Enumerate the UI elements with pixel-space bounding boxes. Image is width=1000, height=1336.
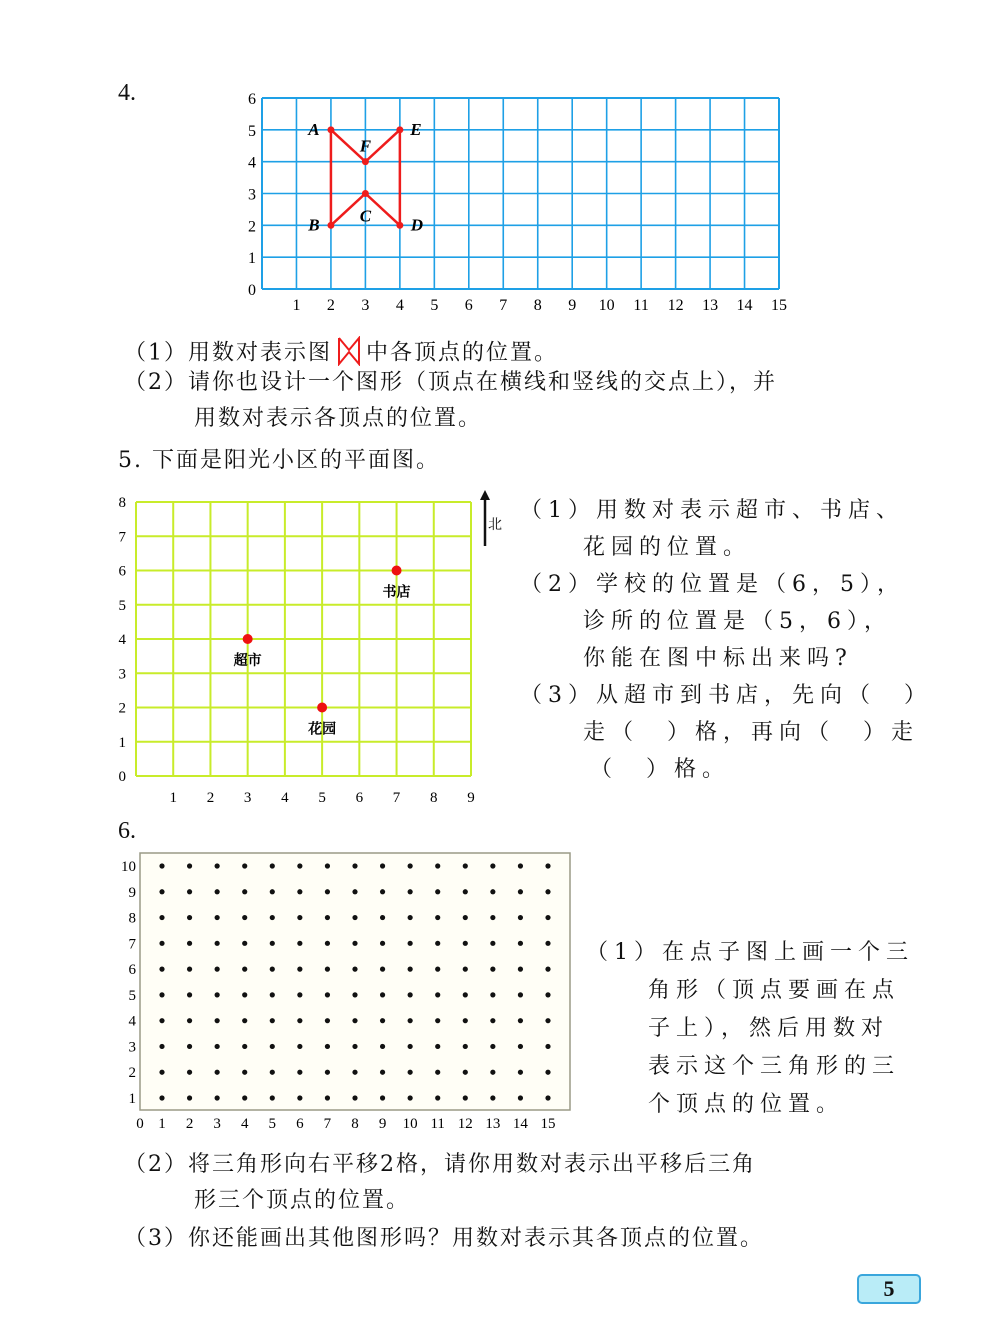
vertex-point-D xyxy=(396,222,403,229)
place-point xyxy=(317,703,327,713)
x-tick-label: 3 xyxy=(213,1116,221,1132)
grid-dot xyxy=(380,889,385,894)
grid-dot xyxy=(215,889,220,894)
page-number-badge: 5 xyxy=(857,1274,921,1304)
grid-dot xyxy=(270,915,275,920)
grid-dot xyxy=(352,992,357,997)
place-point xyxy=(392,566,402,576)
grid-dot xyxy=(380,967,385,972)
x-tick-label: 5 xyxy=(318,790,326,806)
y-tick-label: 10 xyxy=(121,859,136,875)
y-tick-label: 8 xyxy=(128,910,136,927)
grid-dot xyxy=(408,915,413,920)
grid-dot xyxy=(408,889,413,894)
y-tick-label: 6 xyxy=(118,563,126,580)
grid-dot xyxy=(380,863,385,868)
x-tick-label: 14 xyxy=(736,297,753,314)
q4-sub1-prefix: （1）用数对表示图 xyxy=(124,340,332,366)
grid-dot xyxy=(215,992,220,997)
grid-dot xyxy=(352,1095,357,1100)
y-tick-label: 5 xyxy=(118,597,126,614)
grid-dot xyxy=(159,1044,164,1049)
grid-dot xyxy=(352,941,357,946)
grid-dot xyxy=(463,1095,468,1100)
grid-dot xyxy=(518,1018,523,1023)
y-tick-label: 4 xyxy=(248,154,256,172)
vertex-label-C: C xyxy=(359,206,372,226)
grid-dot xyxy=(380,915,385,920)
grid-dot xyxy=(215,1018,220,1023)
grid-dot xyxy=(159,889,164,894)
x-tick-label: 2 xyxy=(206,790,215,806)
x-tick-label: 7 xyxy=(499,297,508,314)
grid-dot xyxy=(325,863,330,868)
y-tick-label: 4 xyxy=(118,632,126,648)
y-tick-label: 3 xyxy=(248,186,256,204)
y-tick-label: 5 xyxy=(128,987,136,1004)
grid-dot xyxy=(463,1044,468,1049)
x-tick-label: 13 xyxy=(702,297,719,314)
vertex-point-E xyxy=(396,126,403,133)
grid-dot xyxy=(325,889,330,894)
grid-dot xyxy=(545,941,550,946)
grid-dot xyxy=(187,889,192,894)
q5-line-2: 花园的位置。 xyxy=(583,535,752,560)
y-tick-label: 1 xyxy=(118,734,126,751)
grid-dot xyxy=(159,941,164,946)
grid-dot xyxy=(380,941,385,946)
x-tick-label: 2 xyxy=(326,297,335,314)
grid-dot xyxy=(270,1044,275,1049)
grid-dot xyxy=(215,1095,220,1100)
x-tick-label: 1 xyxy=(292,297,301,314)
x-tick-label: 10 xyxy=(598,297,615,314)
grid-dot xyxy=(325,1095,330,1100)
question-6-number: 6. xyxy=(118,818,136,844)
grid-dot xyxy=(408,1044,413,1049)
x-tick-label: 2 xyxy=(185,1116,194,1132)
vertex-label-E: E xyxy=(410,119,422,139)
q5-line-3: （2）学校的位置是（6，5）， xyxy=(520,572,905,597)
grid-dot xyxy=(352,1018,357,1023)
x-tick-label: 1 xyxy=(158,1116,166,1132)
grid-dot xyxy=(187,967,192,972)
grid-dot xyxy=(297,915,302,920)
q6-sub1-line-3: 子上），然后用数对 xyxy=(648,1016,890,1041)
x-tick-label: 15 xyxy=(540,1116,556,1132)
grid-dot xyxy=(215,1044,220,1049)
grid-dot xyxy=(297,992,302,997)
grid-dot xyxy=(435,889,440,894)
grid-dot xyxy=(435,915,440,920)
grid-dot xyxy=(297,1095,302,1100)
y-tick-label: 2 xyxy=(118,700,126,717)
grid-dot xyxy=(270,863,275,868)
grid-dot xyxy=(435,941,440,946)
grid-dot xyxy=(408,992,413,997)
grid-dot xyxy=(545,889,550,894)
grid-dot xyxy=(490,941,495,946)
y-tick-label: 1 xyxy=(128,1091,136,1107)
question-5-title: 5. 下面是阳光小区的平面图。 xyxy=(118,448,440,473)
vertex-point-B xyxy=(327,222,334,229)
vertex-point-C xyxy=(362,190,369,197)
x-tick-label: 14 xyxy=(512,1116,528,1132)
y-tick-label: 8 xyxy=(118,495,126,511)
grid-dot xyxy=(270,967,275,972)
grid-dot xyxy=(215,967,220,972)
x-tick-label: 6 xyxy=(464,297,473,314)
grid-dot xyxy=(435,1044,440,1049)
y-tick-label: 0 xyxy=(118,769,126,785)
grid-dot xyxy=(490,915,495,920)
grid-dot xyxy=(187,915,192,920)
q4-sub2-line1: （2）请你也设计一个图形（顶点在横线和竖线的交点上），并 xyxy=(124,370,777,395)
y-tick-label: 0 xyxy=(248,282,256,299)
y-tick-label: 2 xyxy=(248,218,256,236)
grid-dot xyxy=(490,1018,495,1023)
x-tick-label: 8 xyxy=(351,1116,359,1132)
grid-dot xyxy=(490,992,495,997)
grid-dot xyxy=(297,1070,302,1075)
x-tick-label: 9 xyxy=(568,297,577,314)
x-tick-label: 8 xyxy=(533,297,542,314)
grid-dot xyxy=(490,1070,495,1075)
y-tick-label: 7 xyxy=(128,936,136,953)
x-tick-label: 1 xyxy=(169,790,177,806)
y-tick-label: 6 xyxy=(128,962,136,979)
grid-dot xyxy=(187,863,192,868)
grid-dot xyxy=(159,863,164,868)
grid-dot xyxy=(242,1044,247,1049)
q5-line-4: 诊所的位置是（5，6）， xyxy=(583,609,892,634)
grid-dot xyxy=(297,941,302,946)
y-tick-label: 4 xyxy=(128,1013,136,1030)
grid-dot xyxy=(463,915,468,920)
grid-dot xyxy=(352,1044,357,1049)
grid-dot xyxy=(545,1044,550,1049)
x-tick-label: 7 xyxy=(392,790,401,806)
grid-dot xyxy=(270,1070,275,1075)
q6-sub1-line-5: 个顶点的位置。 xyxy=(648,1092,845,1117)
grid-dot xyxy=(325,915,330,920)
x-tick-label: 4 xyxy=(240,1116,249,1132)
grid-dot xyxy=(408,941,413,946)
x-tick-label: 9 xyxy=(378,1116,387,1132)
vertex-label-A: A xyxy=(308,119,320,139)
x-tick-label: 5 xyxy=(268,1116,277,1132)
grid-dot xyxy=(325,941,330,946)
grid-dot xyxy=(270,1018,275,1023)
vertex-point-F xyxy=(362,158,369,165)
q5-line-1: （1）用数对表示超市、书店、 xyxy=(520,498,904,523)
q6-sub2-line1: （2）将三角形向右平移2格，请你用数对表示出平移后三角 xyxy=(124,1152,756,1177)
grid-dot xyxy=(352,889,357,894)
grid-dot xyxy=(352,967,357,972)
q6-sub2-line2: 形三个顶点的位置。 xyxy=(194,1188,411,1213)
place-label: 超市 xyxy=(233,653,262,669)
grid-dot xyxy=(297,863,302,868)
x-tick-label: 4 xyxy=(395,297,404,314)
vertex-label-B: B xyxy=(308,215,320,235)
y-tick-label: 5 xyxy=(248,122,256,140)
q6-sub1-line-2: 角形（顶点要画在点 xyxy=(648,978,901,1003)
grid-dot xyxy=(490,863,495,868)
x-tick-label: 6 xyxy=(296,1116,304,1132)
north-label: 北 xyxy=(488,517,502,533)
grid-dot xyxy=(545,992,550,997)
x-tick-label: 10 xyxy=(402,1116,418,1132)
grid-dot xyxy=(159,1095,164,1100)
bowtie-shape-icon xyxy=(336,336,362,371)
y-tick-label: 3 xyxy=(118,666,126,683)
grid-dot xyxy=(518,889,523,894)
grid-dot xyxy=(242,1070,247,1075)
x-tick-label: 3 xyxy=(243,790,252,806)
x-tick-label: 3 xyxy=(361,297,370,314)
grid-dot xyxy=(518,1070,523,1075)
grid-dot xyxy=(159,1018,164,1023)
x-tick-label: 7 xyxy=(323,1116,332,1132)
grid-dot xyxy=(490,1044,495,1049)
grid-dot xyxy=(518,1044,523,1049)
grid-dot xyxy=(408,1018,413,1023)
grid-dot xyxy=(545,1095,550,1100)
grid-dot xyxy=(270,941,275,946)
grid-dot xyxy=(297,967,302,972)
grid-dot xyxy=(325,992,330,997)
grid-dot xyxy=(242,941,247,946)
grid-dot xyxy=(435,863,440,868)
grid-dot xyxy=(408,1095,413,1100)
vertex-label-D: D xyxy=(410,215,424,235)
grid-dot xyxy=(325,1044,330,1049)
x-tick-label: 11 xyxy=(633,297,649,314)
x-tick-label: 4 xyxy=(281,790,289,806)
grid-dot xyxy=(545,863,550,868)
q6-dot-grid xyxy=(0,840,600,1140)
grid-dot xyxy=(463,1018,468,1023)
x-tick-label: 5 xyxy=(430,297,439,314)
grid-dot xyxy=(380,1044,385,1049)
y-tick-label: 3 xyxy=(128,1039,136,1056)
grid-dot xyxy=(518,1095,523,1100)
grid-dot xyxy=(215,915,220,920)
grid-dot xyxy=(518,863,523,868)
grid-dot xyxy=(242,1095,247,1100)
x-tick-label: 11 xyxy=(430,1116,445,1132)
grid-dot xyxy=(187,1070,192,1075)
question-4-number: 4. xyxy=(118,80,136,106)
grid-dot xyxy=(490,889,495,894)
vertex-point-A xyxy=(327,126,334,133)
x-tick-label: 12 xyxy=(457,1116,473,1132)
x-tick-label: 12 xyxy=(667,297,684,314)
q6-sub3: （3）你还能画出其他图形吗？用数对表示其各顶点的位置。 xyxy=(124,1226,764,1251)
q5-line-6: （3）从超市到书店，先向（ ） xyxy=(520,683,932,708)
grid-dot xyxy=(325,1018,330,1023)
grid-dot xyxy=(380,1095,385,1100)
y-tick-label: 9 xyxy=(128,884,136,901)
grid-dot xyxy=(435,1018,440,1023)
grid-dot xyxy=(270,889,275,894)
place-label: 书店 xyxy=(382,584,411,601)
grid-dot xyxy=(215,863,220,868)
grid-dot xyxy=(159,915,164,920)
grid-dot xyxy=(242,992,247,997)
grid-dot xyxy=(187,992,192,997)
q5-community-map-grid xyxy=(0,480,480,810)
q4-sub1 xyxy=(124,336,558,371)
grid-dot xyxy=(518,915,523,920)
grid-dot xyxy=(352,863,357,868)
grid-dot xyxy=(187,1095,192,1100)
north-indicator xyxy=(478,490,502,552)
grid-dot xyxy=(463,1070,468,1075)
grid-dot xyxy=(242,863,247,868)
x-tick-label: 15 xyxy=(771,297,787,314)
grid-dot xyxy=(518,967,523,972)
y-tick-label: 2 xyxy=(128,1065,136,1082)
grid-dot xyxy=(215,1070,220,1075)
grid-dot xyxy=(545,967,550,972)
grid-dot xyxy=(297,1018,302,1023)
grid-dot xyxy=(187,1018,192,1023)
grid-dot xyxy=(435,967,440,972)
grid-dot xyxy=(463,992,468,997)
grid-dot xyxy=(187,1044,192,1049)
grid-dot xyxy=(380,1070,385,1075)
grid-dot xyxy=(242,967,247,972)
grid-dot xyxy=(242,1018,247,1023)
x-tick-label: 0 xyxy=(136,1116,144,1132)
grid-dot xyxy=(159,1070,164,1075)
place-point xyxy=(243,634,253,644)
grid-dot xyxy=(352,915,357,920)
y-tick-label: 1 xyxy=(248,250,256,268)
grid-dot xyxy=(187,941,192,946)
q6-sub1-line-4: 表示这个三角形的三 xyxy=(648,1054,901,1079)
x-tick-label: 9 xyxy=(467,790,475,806)
q5-line-7: 走（ ）格，再向（ ）走 xyxy=(583,720,920,745)
vertex-label-F: F xyxy=(359,136,372,156)
grid-dot xyxy=(325,1070,330,1075)
grid-dot xyxy=(270,1095,275,1100)
grid-dot xyxy=(159,992,164,997)
grid-dot xyxy=(490,1095,495,1100)
q5-line-5: 你能在图中标出来吗? xyxy=(583,646,853,671)
grid-dot xyxy=(408,967,413,972)
grid-dot xyxy=(159,967,164,972)
grid-dot xyxy=(270,992,275,997)
grid-dot xyxy=(545,1070,550,1075)
grid-dot xyxy=(242,915,247,920)
grid-dot xyxy=(380,1018,385,1023)
grid-dot xyxy=(435,1070,440,1075)
grid-dot xyxy=(463,941,468,946)
place-label: 花园 xyxy=(308,721,337,738)
grid-dot xyxy=(435,1095,440,1100)
x-tick-label: 6 xyxy=(355,790,364,806)
grid-dot xyxy=(242,889,247,894)
grid-dot xyxy=(490,967,495,972)
grid-dot xyxy=(463,967,468,972)
grid-dot xyxy=(408,863,413,868)
q5-line-8: （ ）格。 xyxy=(590,757,731,782)
grid-dot xyxy=(545,1018,550,1023)
grid-dot xyxy=(463,889,468,894)
q4-sub2-line2: 用数对表示各顶点的位置。 xyxy=(194,406,483,431)
q4-coordinate-grid xyxy=(0,0,1000,330)
grid-dot xyxy=(297,889,302,894)
grid-dot xyxy=(408,1070,413,1075)
grid-dot xyxy=(325,967,330,972)
q6-sub1-line-1: （1）在点子图上画一个三 xyxy=(586,940,914,965)
x-tick-label: 8 xyxy=(430,790,438,806)
q4-sub1-suffix: 中各顶点的位置。 xyxy=(366,340,559,366)
grid-dot xyxy=(463,863,468,868)
x-tick-label: 13 xyxy=(485,1116,501,1132)
grid-dot xyxy=(352,1070,357,1075)
grid-dot xyxy=(545,915,550,920)
grid-dot xyxy=(518,941,523,946)
grid-dot xyxy=(297,1044,302,1049)
y-tick-label: 7 xyxy=(118,529,126,546)
grid-dot xyxy=(518,992,523,997)
grid-dot xyxy=(380,992,385,997)
y-tick-label: 6 xyxy=(248,91,256,108)
grid-dot xyxy=(215,941,220,946)
grid-dot xyxy=(435,992,440,997)
